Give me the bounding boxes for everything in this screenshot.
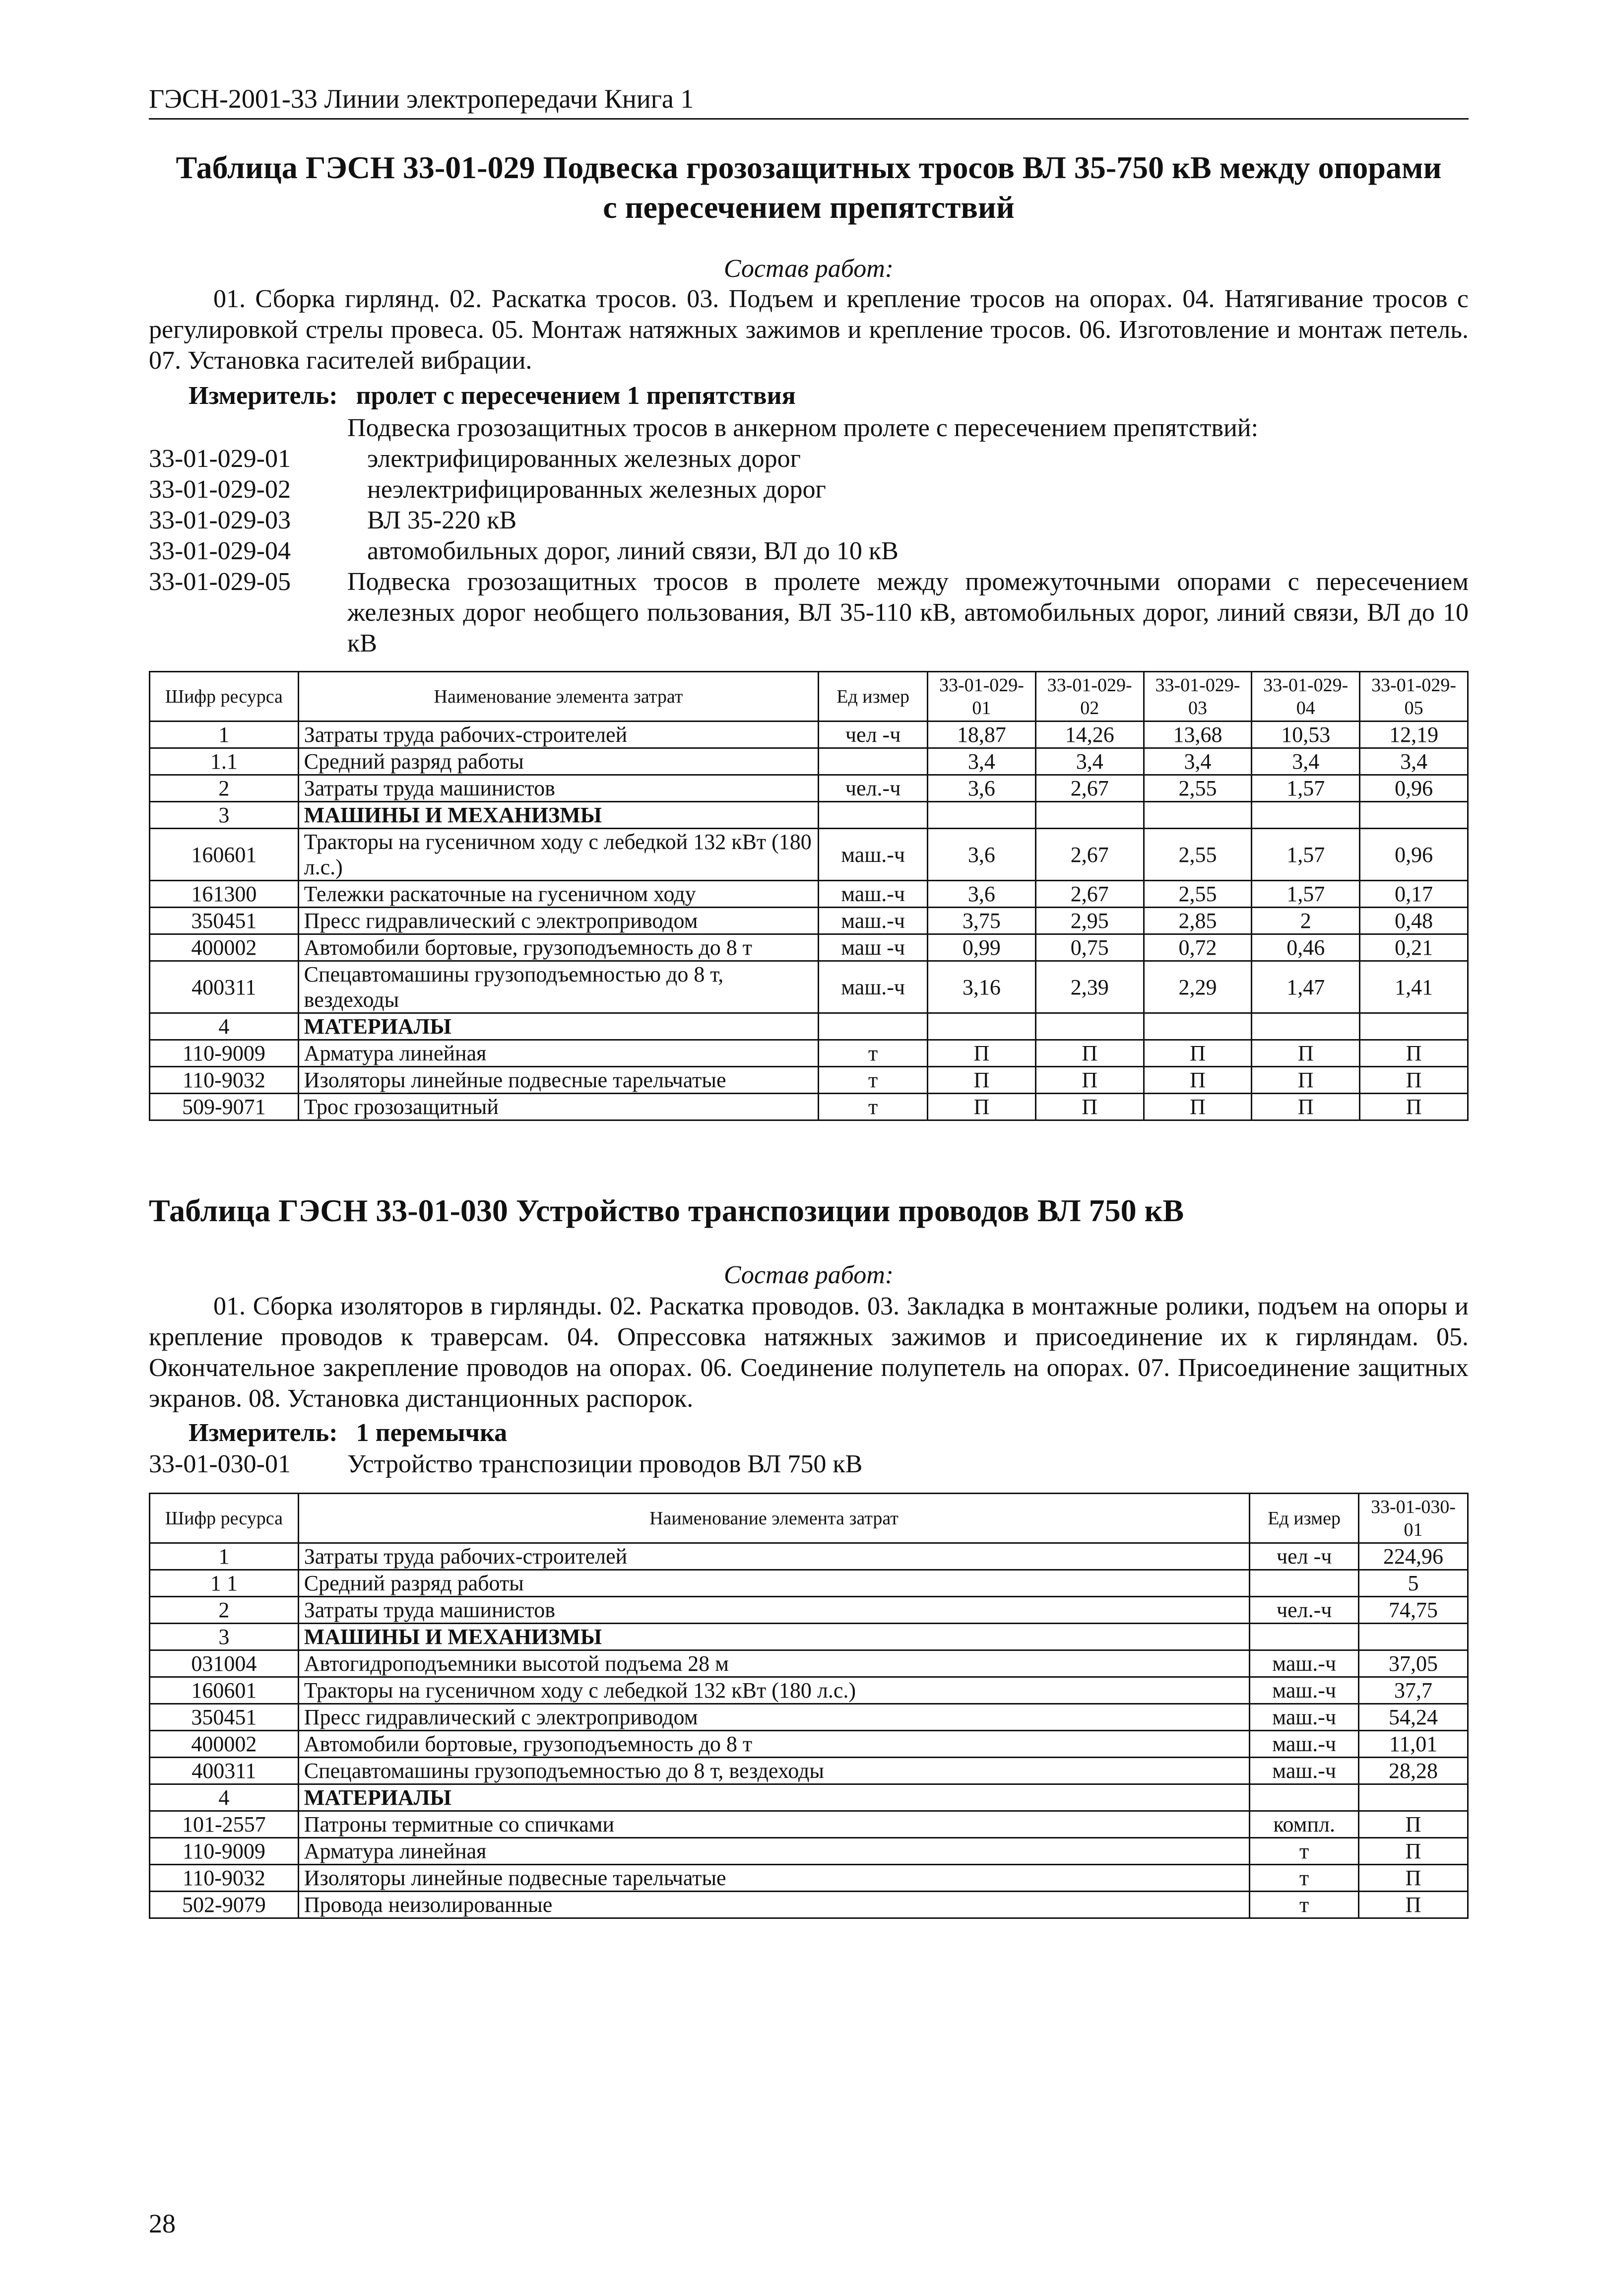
value-cell: 1,57 [1252, 881, 1360, 908]
resource-code-cell: 4 [150, 1013, 299, 1040]
unit-cell: компл. [1250, 1811, 1359, 1838]
unit-cell: маш.-ч [1250, 1704, 1359, 1731]
cost-name-cell: Автомобили бортовые, грузоподъемность до 8 т [298, 934, 819, 961]
table-row [150, 1811, 1468, 1838]
cost-name-cell: Средний разряд работы [298, 1570, 1249, 1597]
value-cell: 0,75 [1035, 934, 1144, 961]
unit-cell: маш -ч [819, 934, 928, 961]
value-cell: 1,57 [1252, 775, 1360, 802]
value-cell: 2,85 [1144, 908, 1252, 934]
value-cell [1359, 1784, 1468, 1811]
col-norm: 33-01-029-03 [1144, 672, 1252, 722]
value-cell: П [1360, 1040, 1468, 1067]
value-cell: 0,46 [1252, 934, 1360, 961]
value-cell: 3,6 [928, 829, 1036, 881]
table-row [150, 748, 1468, 775]
resource-code-cell: 509-9071 [150, 1094, 299, 1120]
table-row [150, 1543, 1468, 1570]
value-cell: 2,67 [1035, 775, 1144, 802]
value-cell: 0,48 [1360, 908, 1468, 934]
cost-name-cell: Средний разряд работы [298, 748, 819, 775]
unit-cell: т [1250, 1865, 1359, 1892]
value-cell: П [1359, 1811, 1468, 1838]
value-cell [1144, 802, 1252, 829]
cost-name-cell: Спецавтомашины грузоподъемностью до 8 т, вездеходы [298, 961, 819, 1013]
table-row [150, 1704, 1468, 1731]
value-cell: 28,28 [1359, 1758, 1468, 1784]
table-row [150, 1758, 1468, 1784]
value-cell: П [1035, 1094, 1144, 1120]
table-row [150, 934, 1468, 961]
col-cost-name: Наименование элемента затрат [298, 672, 819, 722]
value-cell: 2,29 [1144, 961, 1252, 1013]
document-page: ГЭСН-2001-33 Линии электропередачи Книга 1 Таблица ГЭСН 33-01-029 Подвеска грозозащитных тросов ВЛ 35-750 кВ между опорами с пересечением препятствий Состав работ: 01. Сборка гирлянд. 02. Раскатка тросов. 03. Подъем и крепление тросов на опорах. 04. Натягивание тросов с регулировкой стрелы провеса. 05. Монтаж натяжных зажимов и крепление тросов. 06. Изготовление и монтаж петель. 07. Установка гасителей вибрации. Измеритель: пролет с пересечением 1 препятствия Подвеска грозозащитных тросов в анкерном пролете с пересечением препятствий: 33-01-029-01 электрифицированных железных дорог 33-01-029-02 неэлектрифицированных железных дорог 33-01-029-03 ВЛ 35-220 кВ 33-01-029-04 автомобильных дорог, линий связи, ВЛ до 10 кВ 33-01-029-05 Подвеска грозозащитных тросов в пролете между промежуточными опорами с пересечением железных дорог необщего пользования, ВЛ 35-110 кВ, автомобильных дорог, линий связи, ВЛ до 10 кВ Шифр ресурса Наименование элемента затрат Ед измер 33-01-029-01 33-01-029-02 33-01-029-03 33-01-029-04 33-01-029-05 1 Затраты труда рабочих-строителей чел -ч 18,87 14,26 13,68 10,53 12,19 1.1 Средний разряд работы 3,4 3,4 3,4 3,4 3,4 2 Затраты труда машинистов чел.-ч 3,6 2,67 2,55 1,57 0,96 3 МАШИНЫ И МЕХАНИЗМЫ 160601 Тракторы на гусеничном ходу с лебедкой 132 кВт (180 л.с.) маш.-ч 3,6 2,67 2,55 1,57 0,96 161300 Тележки раскаточные на гусеничном ходу маш.-ч 3,6 2,67 2,55 1,57 0,17 350451 Пресс гидравлический с электроприводом маш.-ч 3,75 2,95 2,85 2 0,48 400002 Автомобили бортовые, грузоподъемность до 8 т маш -ч 0,99 0,75 0,72 0,46 0,21 400311 Спецавтомашины грузоподъемностью до 8 т, вездеходы маш.-ч 3,16 2,39 2,29 1,47 1,41 4 МАТЕРИАЛЫ 110-9009 Арматура линейная т П П П П П 110-9032 Изоляторы линейные подвесные тарельчатые т П П П П П 509-9071 Трос грозозащитный т П П П П П Таблица ГЭСН 33-01-030 Устройство транспозиции проводов ВЛ 750 кВ Состав работ: 01. Сборка изоляторов в гирлянды. 02. Раскатка проводов. 03. Закладка в монтажные ролики, подъем на опоры и крепление проводов к траверсам. 04. Опрессовка натяжных зажимов и присоединение их к гирляндам. 05. Окончательное закрепление проводов на опорах. 06. Соединение полупетель на опорах. 07. Присоединение защитных экранов. 08. Установка дистанционных распорок. Измеритель: 1 перемычка 33-01-030-01 Устройство транспозиции проводов ВЛ 750 кВ Шифр ресурса Наименование элемента затрат Ед измер 33-01-030-01 1 Затраты труда рабочих-строителей чел -ч 224,96 1 1 Средний разряд работы 5 2 Затраты труда машинистов чел.-ч 74,75 3 МАШИНЫ И МЕХАНИЗМЫ 031004 Автогидроподъемники высотой подъема 28 м маш.-ч 37,05 160601 Тракторы на гусеничном ходу с лебедкой 132 кВт (180 л.с.) маш.-ч 37,7 350451 Пресс гидравлический с электроприводом маш.-ч 54,24 400002 Автомобили бортовые, грузоподъемность до 8 т маш.-ч 11,01 400311 Спецавтомашины грузоподъемностью до 8 т, вездеходы маш.-ч 28,28 4 МАТЕРИАЛЫ 101-2557 Патроны термитные со спичками компл. П 110-9009 Арматура линейная т П 110-9032 Изоляторы линейные подвесные тарельчатые т П 502-9079 Провода неизолированные т П 28 [149, 84, 1469, 2238]
value-cell: 12,19 [1360, 722, 1468, 748]
resource-code-cell: 350451 [150, 1704, 299, 1731]
cost-name-cell: Тележки раскаточные на гусеничном ходу [298, 881, 819, 908]
value-cell: 0,99 [928, 934, 1036, 961]
value-cell: 224,96 [1359, 1543, 1468, 1570]
cost-name-cell: Трос грозозащитный [298, 1094, 819, 1120]
resource-code-cell: 110-9009 [150, 1040, 299, 1067]
col-resource-code: Шифр ресурса [150, 1494, 299, 1543]
table-row [150, 775, 1468, 802]
resource-code-cell: 400311 [150, 961, 299, 1013]
value-cell [1144, 1013, 1252, 1040]
resource-code-cell: 160601 [150, 829, 299, 881]
value-cell: 0,21 [1360, 934, 1468, 961]
table-row [150, 1892, 1468, 1918]
table-row [150, 1094, 1468, 1120]
value-cell [928, 802, 1036, 829]
unit-cell [1250, 1784, 1359, 1811]
unit-cell: т [1250, 1892, 1359, 1918]
resource-code-cell: 110-9009 [150, 1838, 299, 1865]
table2-title: Таблица ГЭСН 33-01-030 Устройство транспозиции проводов ВЛ 750 кВ [149, 1193, 1184, 1228]
col-resource-code: Шифр ресурса [150, 672, 299, 722]
value-cell: 5 [1359, 1570, 1468, 1597]
value-cell: 1,47 [1252, 961, 1360, 1013]
table-row [150, 1570, 1468, 1597]
value-cell: П [1359, 1865, 1468, 1892]
unit-cell: маш.-ч [1250, 1758, 1359, 1784]
table-row [150, 722, 1468, 748]
resource-code-cell: 502-9079 [150, 1892, 299, 1918]
cost-name-cell: Автомобили бортовые, грузоподъемность до 8 т [298, 1731, 1249, 1758]
value-cell: 3,6 [928, 775, 1036, 802]
value-cell [1252, 1013, 1360, 1040]
cost-name-cell: Патроны термитные со спичками [298, 1811, 1249, 1838]
table-row [150, 1731, 1468, 1758]
cost-name-cell: Затраты труда машинистов [298, 1597, 1249, 1624]
unit-cell: маш.-ч [819, 829, 928, 881]
value-cell [1035, 802, 1144, 829]
cost-name-cell: Пресс гидравлический с электроприводом [298, 1704, 1249, 1731]
unit-cell: т [1250, 1838, 1359, 1865]
resource-code-cell: 3 [150, 802, 299, 829]
value-cell: 3,4 [1144, 748, 1252, 775]
table2-works-text: 01. Сборка изоляторов в гирлянды. 02. Раскатка проводов. 03. Закладка в монтажные ролики, подъем на опоры и крепление проводов к траверсам. 04. Опрессовка натяжных зажимов и присоединение их к гирляндам. 05. Окончательное закрепление проводов на опорах. 06. Соединение полупетель на опорах. 07. Присоединение защитных экранов. 08. Установка дистанционных распорок. [149, 1292, 1469, 1413]
value-cell: П [1144, 1040, 1252, 1067]
table1-measure [189, 381, 796, 410]
value-cell: 37,7 [1359, 1677, 1468, 1704]
value-cell: 74,75 [1359, 1597, 1468, 1624]
table-row [150, 881, 1468, 908]
table-row [150, 1650, 1468, 1677]
value-cell: 3,6 [928, 881, 1036, 908]
unit-cell: маш.-ч [1250, 1731, 1359, 1758]
unit-cell [819, 748, 928, 775]
unit-cell: маш.-ч [819, 961, 928, 1013]
cost-name-cell: Автогидроподъемники высотой подъема 28 м [298, 1650, 1249, 1677]
value-cell: 54,24 [1359, 1704, 1468, 1731]
cost-name-cell: МАШИНЫ И МЕХАНИЗМЫ [298, 802, 819, 829]
value-cell: 2,55 [1144, 829, 1252, 881]
cost-name-cell: Тракторы на гусеничном ходу с лебедкой 132 кВт (180 л.с.) [298, 829, 819, 881]
unit-cell: чел.-ч [819, 775, 928, 802]
page-number: 28 [149, 2209, 176, 2238]
resource-code-cell: 1 [150, 722, 299, 748]
table1-title-line2: с пересечением препятствий [603, 190, 1015, 225]
value-cell [1360, 1013, 1468, 1040]
value-cell: П [1252, 1067, 1360, 1094]
value-cell: 11,01 [1359, 1731, 1468, 1758]
resource-code-cell: 2 [150, 775, 299, 802]
value-cell: П [1035, 1067, 1144, 1094]
table-row [150, 829, 1468, 881]
resource-code-cell: 400311 [150, 1758, 299, 1784]
value-cell: 0,96 [1360, 829, 1468, 881]
value-cell: 2,67 [1035, 881, 1144, 908]
value-cell: 0,72 [1144, 934, 1252, 961]
value-cell: П [1252, 1094, 1360, 1120]
table-row [150, 1040, 1468, 1067]
value-cell: 3,4 [1360, 748, 1468, 775]
value-cell: П [1252, 1040, 1360, 1067]
value-cell: 0,96 [1360, 775, 1468, 802]
table-row [150, 1784, 1468, 1811]
table-row [150, 802, 1468, 829]
resource-code-cell: 2 [150, 1597, 299, 1624]
value-cell: П [928, 1040, 1036, 1067]
value-cell: 3,4 [1252, 748, 1360, 775]
value-cell: 3,16 [928, 961, 1036, 1013]
unit-cell [1250, 1624, 1359, 1650]
col-norm: 33-01-030-01 [1359, 1494, 1468, 1543]
resource-code-cell: 110-9032 [150, 1865, 299, 1892]
value-cell: П [1359, 1892, 1468, 1918]
cost-name-cell: Тракторы на гусеничном ходу с лебедкой 132 кВт (180 л.с.) [298, 1677, 1249, 1704]
col-cost-name: Наименование элемента затрат [298, 1494, 1249, 1543]
cost-name-cell: Арматура линейная [298, 1040, 819, 1067]
value-cell: 1,41 [1360, 961, 1468, 1013]
cost-name-cell: Спецавтомашины грузоподъемностью до 8 т, вездеходы [298, 1758, 1249, 1784]
unit-cell: т [819, 1040, 928, 1067]
resource-code-cell: 110-9032 [150, 1067, 299, 1094]
resource-code-cell: 161300 [150, 881, 299, 908]
value-cell: П [928, 1067, 1036, 1094]
table-row [150, 1597, 1468, 1624]
resource-code-cell: 400002 [150, 1731, 299, 1758]
table1-item5: 33-01-029-05 Подвеска грозозащитных тросов в пролете между промежуточными опорами с пересечением железных дорог необщего пользования, ВЛ 35-110 кВ, автомобильных дорог, линий связи, ВЛ до 10 кВ [149, 568, 1469, 657]
col-unit: Ед измер [1250, 1494, 1359, 1543]
cost-name-cell: МАТЕРИАЛЫ [298, 1784, 1249, 1811]
unit-cell: чел -ч [1250, 1543, 1359, 1570]
value-cell: П [1360, 1094, 1468, 1120]
resource-code-cell: 1 [150, 1543, 299, 1570]
value-cell: 2,67 [1035, 829, 1144, 881]
resource-code-cell: 350451 [150, 908, 299, 934]
table1 [149, 671, 1469, 1121]
table-row [150, 1067, 1468, 1094]
value-cell: 3,4 [928, 748, 1036, 775]
table2-body [150, 1543, 1468, 1918]
value-cell: 2,39 [1035, 961, 1144, 1013]
value-cell [1359, 1624, 1468, 1650]
value-cell: 2 [1252, 908, 1360, 934]
unit-cell [819, 1013, 928, 1040]
table1-title-line1: Таблица ГЭСН 33-01-029 Подвеска грозозащитных тросов ВЛ 35-750 кВ между опорами [176, 150, 1442, 185]
table-row [150, 908, 1468, 934]
cost-name-cell: Затраты труда рабочих-строителей [298, 722, 819, 748]
cost-name-cell: Изоляторы линейные подвесные тарельчатые [298, 1067, 819, 1094]
resource-code-cell: 101-2557 [150, 1811, 299, 1838]
value-cell: П [1144, 1067, 1252, 1094]
table-row [150, 961, 1468, 1013]
table-row [150, 1624, 1468, 1650]
table-row [150, 1013, 1468, 1040]
value-cell: П [1035, 1040, 1144, 1067]
col-norm: 33-01-029-01 [928, 672, 1036, 722]
table1-works-heading: Состав работ: [723, 255, 894, 283]
value-cell: 3,75 [928, 908, 1036, 934]
cost-name-cell: Затраты труда рабочих-строителей [298, 1543, 1249, 1570]
value-cell: 2,55 [1144, 775, 1252, 802]
cost-name-cell: Изоляторы линейные подвесные тарельчатые [298, 1865, 1249, 1892]
value-cell: 37,05 [1359, 1650, 1468, 1677]
value-cell: П [1360, 1067, 1468, 1094]
running-header: ГЭСН-2001-33 Линии электропередачи Книга 1 [149, 83, 1469, 120]
unit-cell: чел -ч [819, 722, 928, 748]
table2-works-heading: Состав работ: [723, 1261, 894, 1289]
value-cell: 2,55 [1144, 881, 1252, 908]
cost-name-cell: Арматура линейная [298, 1838, 1249, 1865]
table1-header-row [150, 672, 1468, 722]
unit-cell [1250, 1570, 1359, 1597]
value-cell: 13,68 [1144, 722, 1252, 748]
table1-measure-value: пролет с пересечением 1 препятствия [356, 382, 796, 410]
table2 [149, 1493, 1469, 1919]
table1-works-text: 01. Сборка гирлянд. 02. Раскатка тросов. 03. Подъем и крепление тросов на опорах. 04. Натягивание тросов с регулировкой стрелы провеса. 05. Монтаж натяжных зажимов и крепление тросов. 06. Изготовление и монтаж петель. 07. Установка гасителей вибрации. [149, 285, 1469, 375]
value-cell [1360, 802, 1468, 829]
cost-name-cell: Пресс гидравлический с электроприводом [298, 908, 819, 934]
resource-code-cell: 3 [150, 1624, 299, 1650]
value-cell: П [1144, 1094, 1252, 1120]
unit-cell: маш.-ч [1250, 1650, 1359, 1677]
value-cell: 18,87 [928, 722, 1036, 748]
value-cell: 3,4 [1035, 748, 1144, 775]
unit-cell: маш.-ч [819, 908, 928, 934]
unit-cell: маш.-ч [1250, 1677, 1359, 1704]
cost-name-cell: Провода неизолированные [298, 1892, 1249, 1918]
col-norm: 33-01-029-04 [1252, 672, 1360, 722]
table2-header-row [150, 1494, 1468, 1543]
resource-code-cell: 1 1 [150, 1570, 299, 1597]
table-row [150, 1677, 1468, 1704]
value-cell [1252, 802, 1360, 829]
resource-code-cell: 031004 [150, 1650, 299, 1677]
value-cell: 10,53 [1252, 722, 1360, 748]
resource-code-cell: 160601 [150, 1677, 299, 1704]
col-unit: Ед измер [819, 672, 928, 722]
table1-body [150, 722, 1468, 1120]
col-norm: 33-01-029-05 [1360, 672, 1468, 722]
resource-code-cell: 400002 [150, 934, 299, 961]
cost-name-cell: МАТЕРИАЛЫ [298, 1013, 819, 1040]
value-cell [928, 1013, 1036, 1040]
value-cell: 14,26 [1035, 722, 1144, 748]
unit-cell: маш.-ч [819, 881, 928, 908]
table-row [150, 1838, 1468, 1865]
cost-name-cell: МАШИНЫ И МЕХАНИЗМЫ [298, 1624, 1249, 1650]
col-norm: 33-01-029-02 [1035, 672, 1144, 722]
value-cell: П [1359, 1838, 1468, 1865]
resource-code-cell: 1.1 [150, 748, 299, 775]
table2-measure-value: 1 перемычка [356, 1419, 508, 1447]
table1-measure-label: Измеритель: [189, 382, 338, 410]
table2-measure-label: Измеритель: [189, 1419, 338, 1447]
value-cell [1035, 1013, 1144, 1040]
value-cell: П [928, 1094, 1036, 1120]
value-cell: 0,17 [1360, 881, 1468, 908]
value-cell: 2,95 [1035, 908, 1144, 934]
unit-cell: чел.-ч [1250, 1597, 1359, 1624]
table-row [150, 1865, 1468, 1892]
resource-code-cell: 4 [150, 1784, 299, 1811]
cost-name-cell: Затраты труда машинистов [298, 775, 819, 802]
unit-cell: т [819, 1094, 928, 1120]
value-cell: 1,57 [1252, 829, 1360, 881]
unit-cell: т [819, 1067, 928, 1094]
table2-measure [189, 1418, 507, 1447]
unit-cell [819, 802, 928, 829]
